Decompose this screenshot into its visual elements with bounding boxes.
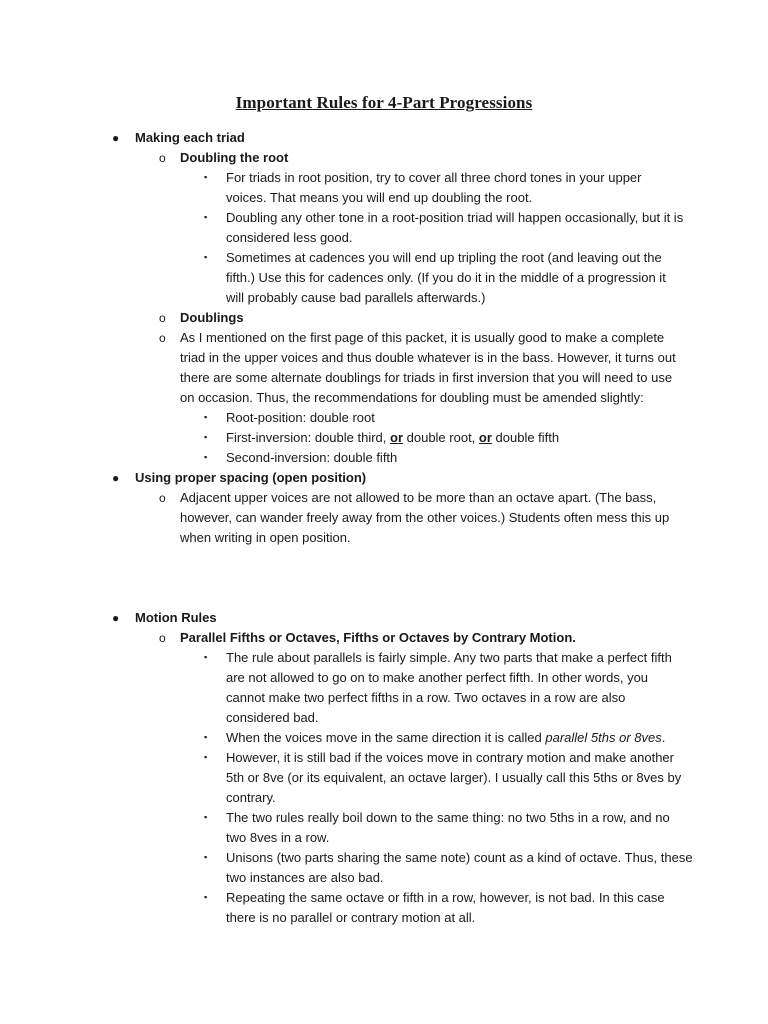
- paragraph-line: Repeating the same octave or fifth in a row, however, is not bad. In this case: [226, 890, 665, 905]
- paragraph-line: two instances are also bad.: [226, 870, 384, 885]
- paragraph-line: However, it is still bad if the voices move in contrary motion and make another: [226, 750, 674, 765]
- doubling-root-position: Root-position: double root: [226, 410, 375, 425]
- paragraph-line: For triads in root position, try to cover all three chord tones in your upper: [226, 170, 642, 185]
- paragraph-line: [226, 728, 665, 748]
- paragraph-line: on occasion. Thus, the recommendations for doubling must be amended slightly:: [180, 390, 644, 405]
- page-title: Important Rules for 4-Part Progressions: [235, 93, 533, 112]
- section-making-each-triad: Making each triad: [135, 130, 245, 145]
- doubling-first-inversion: [226, 428, 559, 448]
- square-bullet-marker: ▪: [204, 752, 208, 762]
- sub-bullet-marker: o: [159, 631, 166, 645]
- paragraph-line: Adjacent upper voices are not allowed to be more than an octave apart. (The bass,: [180, 490, 657, 505]
- emphasis-or: or: [478, 430, 492, 445]
- sub-bullet-marker: o: [159, 151, 166, 165]
- paragraph-line: are not allowed to go on to make another perfect fifth. In other words, you: [226, 670, 649, 685]
- paragraph-line: The two rules really boil down to the same thing: no two 5ths in a row, and no: [226, 810, 670, 825]
- doubling-second-inversion: Second-inversion: double fifth: [226, 450, 398, 465]
- paragraph-line: Doubling any other tone in a root-position triad will happen occasionally, but it is: [226, 210, 684, 225]
- paragraph-line: considered less good.: [226, 230, 353, 245]
- paragraph-line: Sometimes at cadences you will end up tripling the root (and leaving out the: [226, 250, 662, 265]
- square-bullet-marker: ▪: [204, 852, 208, 862]
- text-segment: When the voices move in the same direction it is called: [226, 730, 546, 745]
- subsection-doublings: Doublings: [180, 310, 244, 325]
- emphasis-italic: parallel 5ths or 8ves: [545, 730, 662, 745]
- text-segment: double root,: [403, 430, 479, 445]
- square-bullet-marker: ▪: [204, 452, 208, 462]
- text-segment: double fifth: [491, 430, 560, 445]
- paragraph-line: there are some alternate doublings for triads in first inversion that you will need to use: [180, 370, 673, 385]
- sub-bullet-marker: o: [159, 491, 166, 505]
- subsection-parallel-fifths-octaves: Parallel Fifths or Octaves, Fifths or Octaves by Contrary Motion.: [180, 630, 576, 645]
- sub-bullet-marker: o: [159, 331, 166, 345]
- emphasis-or: or: [390, 430, 404, 445]
- text-segment: .: [661, 730, 666, 745]
- sub-bullet-marker: o: [159, 311, 166, 325]
- paragraph-line: Unisons (two parts sharing the same note) count as a kind of octave. Thus, these: [226, 850, 693, 865]
- paragraph-line: there is no parallel or contrary motion at all.: [226, 910, 476, 925]
- square-bullet-marker: ▪: [204, 812, 208, 822]
- paragraph-line: cannot make two perfect fifths in a row. Two octaves in a row are also: [226, 690, 626, 705]
- paragraph-line: triad in the upper voices and thus double whatever is in the bass. However, it turns out: [180, 350, 676, 365]
- paragraph-line: considered bad.: [226, 710, 319, 725]
- bullet-marker: ●: [112, 471, 120, 485]
- paragraph-line: contrary.: [226, 790, 276, 805]
- square-bullet-marker: ▪: [204, 172, 208, 182]
- square-bullet-marker: ▪: [204, 652, 208, 662]
- square-bullet-marker: ▪: [204, 212, 208, 222]
- square-bullet-marker: ▪: [204, 732, 208, 742]
- bullet-marker: ●: [112, 131, 120, 145]
- square-bullet-marker: ▪: [204, 892, 208, 902]
- square-bullet-marker: ▪: [204, 252, 208, 262]
- paragraph-line: The rule about parallels is fairly simple. Any two parts that make a perfect fifth: [226, 650, 672, 665]
- paragraph-line: when writing in open position.: [180, 530, 351, 545]
- paragraph-line: however, can wander freely away from the other voices.) Students often mess this up: [180, 510, 670, 525]
- square-bullet-marker: ▪: [204, 432, 208, 442]
- section-proper-spacing: Using proper spacing (open position): [135, 470, 367, 485]
- paragraph-line: two 8ves in a row.: [226, 830, 330, 845]
- square-bullet-marker: ▪: [204, 412, 208, 422]
- paragraph-line: 5th or 8ve (or its equivalent, an octave larger). I usually call this 5ths or 8ves by: [226, 770, 682, 785]
- bullet-marker: ●: [112, 611, 120, 625]
- subsection-doubling-the-root: Doubling the root: [180, 150, 289, 165]
- paragraph-line: As I mentioned on the first page of this packet, it is usually good to make a complete: [180, 330, 665, 345]
- paragraph-line: voices. That means you will end up doubling the root.: [226, 190, 533, 205]
- paragraph-line: fifth.) Use this for cadences only. (If you do it in the middle of a progression it: [226, 270, 666, 285]
- section-motion-rules: Motion Rules: [135, 610, 217, 625]
- text-segment: First-inversion: double third,: [226, 430, 391, 445]
- paragraph-line: will probably cause bad parallels afterwards.): [226, 290, 486, 305]
